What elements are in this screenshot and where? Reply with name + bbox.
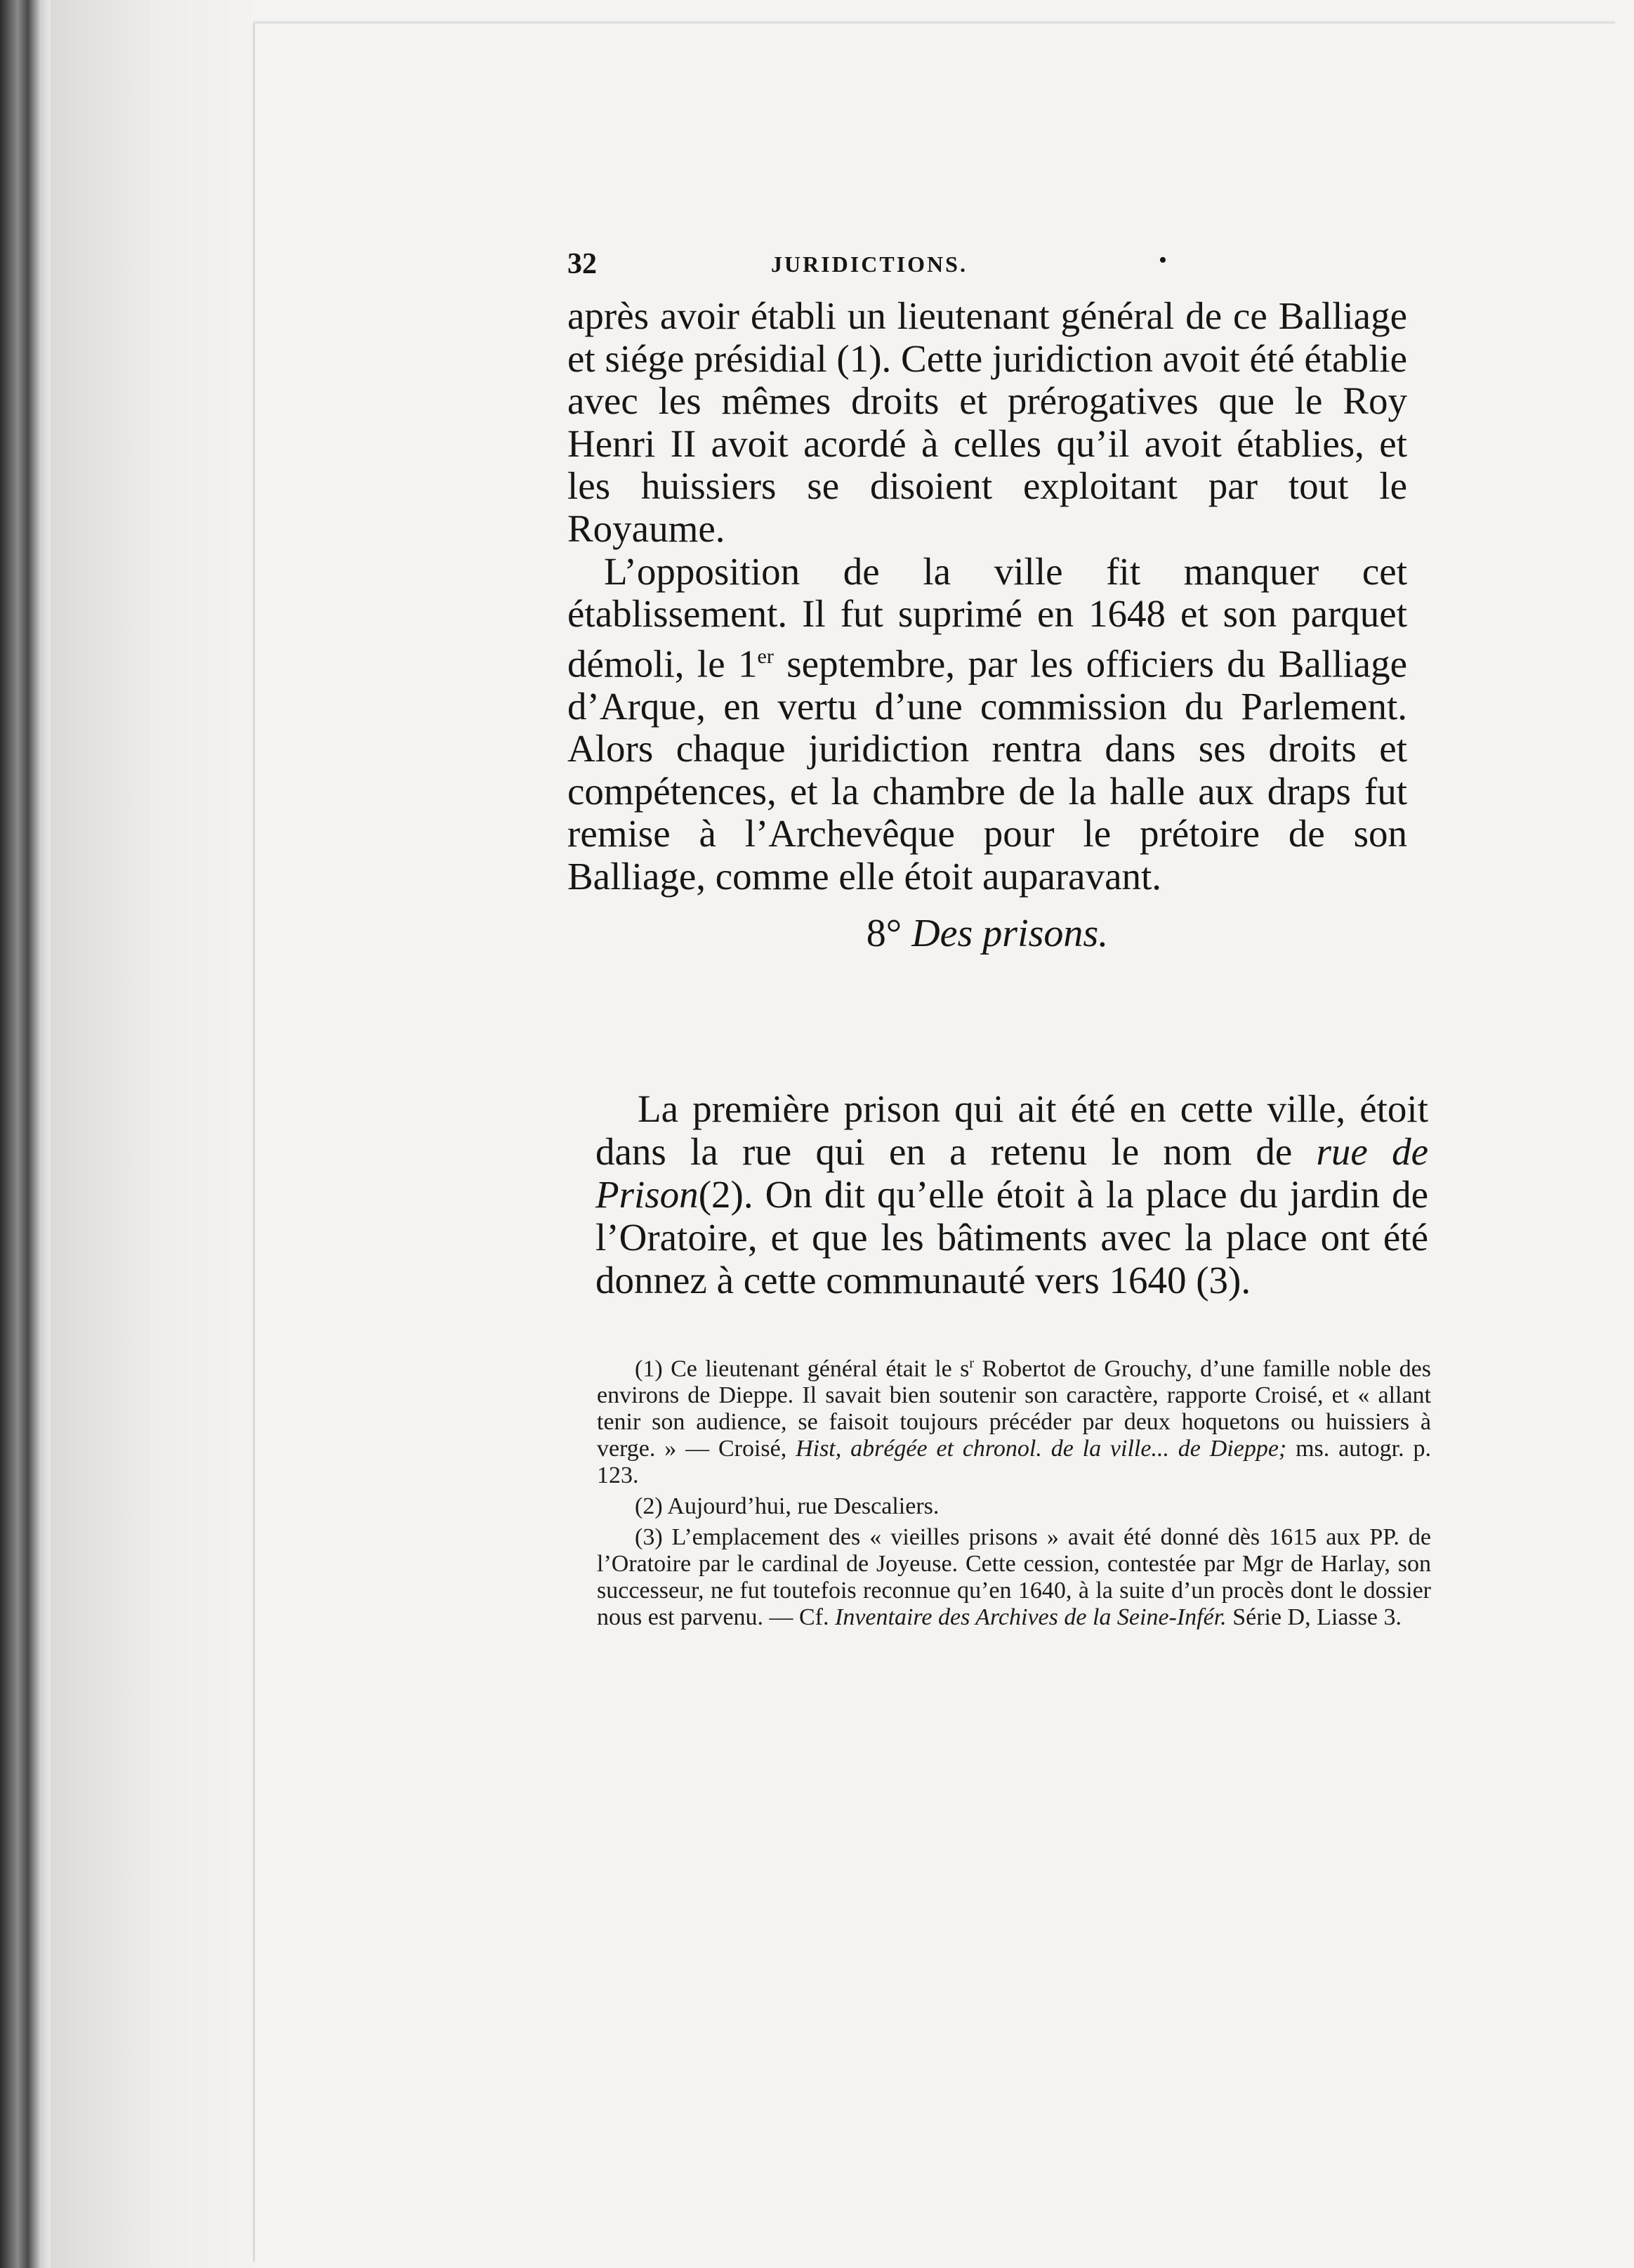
section-title: Des prisons. [911, 911, 1109, 955]
running-title: JURIDICTIONS. [771, 251, 968, 277]
footnote-3-italic: Inventaire des Archives de la Seine-Infér. [835, 1604, 1227, 1631]
paragraph-3 [595, 1087, 1428, 1302]
page-edge [253, 21, 255, 2262]
footnote-1-italic: Hist, abrégée et chronol. de la ville... de Dieppe; [796, 1436, 1287, 1462]
footnote-1-middle: Robertot de Grouchy, d’une famille noble des environs de Dieppe. Il savait bien soutenir son caractère, rapporte Croisé, et « allant tenir son audience, se faisoit toujours précéder par deux hoquetons ou huissiers à verge. » — Croisé, [597, 1356, 1431, 1462]
footnote-1-superscript: r [969, 1356, 975, 1371]
paragraph-1: après avoir établi un lieutenant général de ce Balliage et siége présidial (1). Cette juridiction avoit été établie avec les mêmes droits et prérogatives que le Roy Henri II avoit acordé à celles qu’il avoit établies, et les huissiers se disoient exploitant par tout le Royaume. [567, 294, 1407, 550]
footnote-1 [597, 1350, 1431, 1489]
footnote-3 [597, 1524, 1431, 1631]
footnote-2: (2) Aujourd’hui, rue Descaliers. [635, 1493, 940, 1520]
section-text [595, 1087, 1428, 1302]
page-top-edge [253, 21, 1615, 24]
scan-shadow [51, 0, 261, 2268]
paragraph-3-italic: rue de Prison [595, 1130, 1428, 1216]
paragraph-2-start: L’opposition de la ville fit manquer cet établissement. Il fut suprimé en 1648 et son parquet démoli, le 1 [567, 549, 1407, 686]
main-text [567, 295, 1407, 983]
paragraph-3-start: La première prison qui ait été en cette ville, étoit dans la rue qui en a retenu le nom de [595, 1087, 1428, 1173]
paragraph-2 [567, 551, 1407, 898]
section-number: 8° [866, 911, 902, 955]
footnotes [597, 1350, 1431, 1635]
footnote-1-start: (1) Ce lieutenant général était le s [635, 1356, 970, 1382]
section-heading [567, 912, 1407, 955]
page-number: 32 [567, 248, 597, 280]
paragraph-2-superscript: er [757, 644, 774, 668]
book-binding-edge [0, 0, 51, 2268]
paragraph-3-end: (2). On dit qu’elle étoit à la place du jardin de l’Oratoire, et que les bâtiments avec la place ont été donnez à cette communauté vers 1640 (3). [595, 1173, 1428, 1302]
footnote-3-end: Série D, Liasse 3. [1226, 1604, 1402, 1631]
footnote-1-end: ms. autogr. p. 123. [597, 1436, 1431, 1489]
footnote-3-start: (3) L’emplacement des « vieilles prisons » avait été donné dès 1615 aux PP. de l’Oratoire par le cardinal de Joyeuse. Cette cession, contestée par Mgr de Harlay, son successeur, ne fut toutefois reconnue qu’en 1640, à la suite d’un procès dont le dossier nous est parvenu. — Cf. [597, 1524, 1431, 1631]
running-head-mark: • [1159, 247, 1167, 273]
running-head [567, 247, 1410, 289]
paragraph-2-end: septembre, par les officiers du Balliage d’Arque, en vertu d’une commission du Parlement. Alors chaque juridiction rentra dans ses droits et compétences, et la chambre de la halle aux draps fut remise à l’Archevêque pour le prétoire de son Balliage, comme elle étoit auparavant. [567, 642, 1407, 898]
